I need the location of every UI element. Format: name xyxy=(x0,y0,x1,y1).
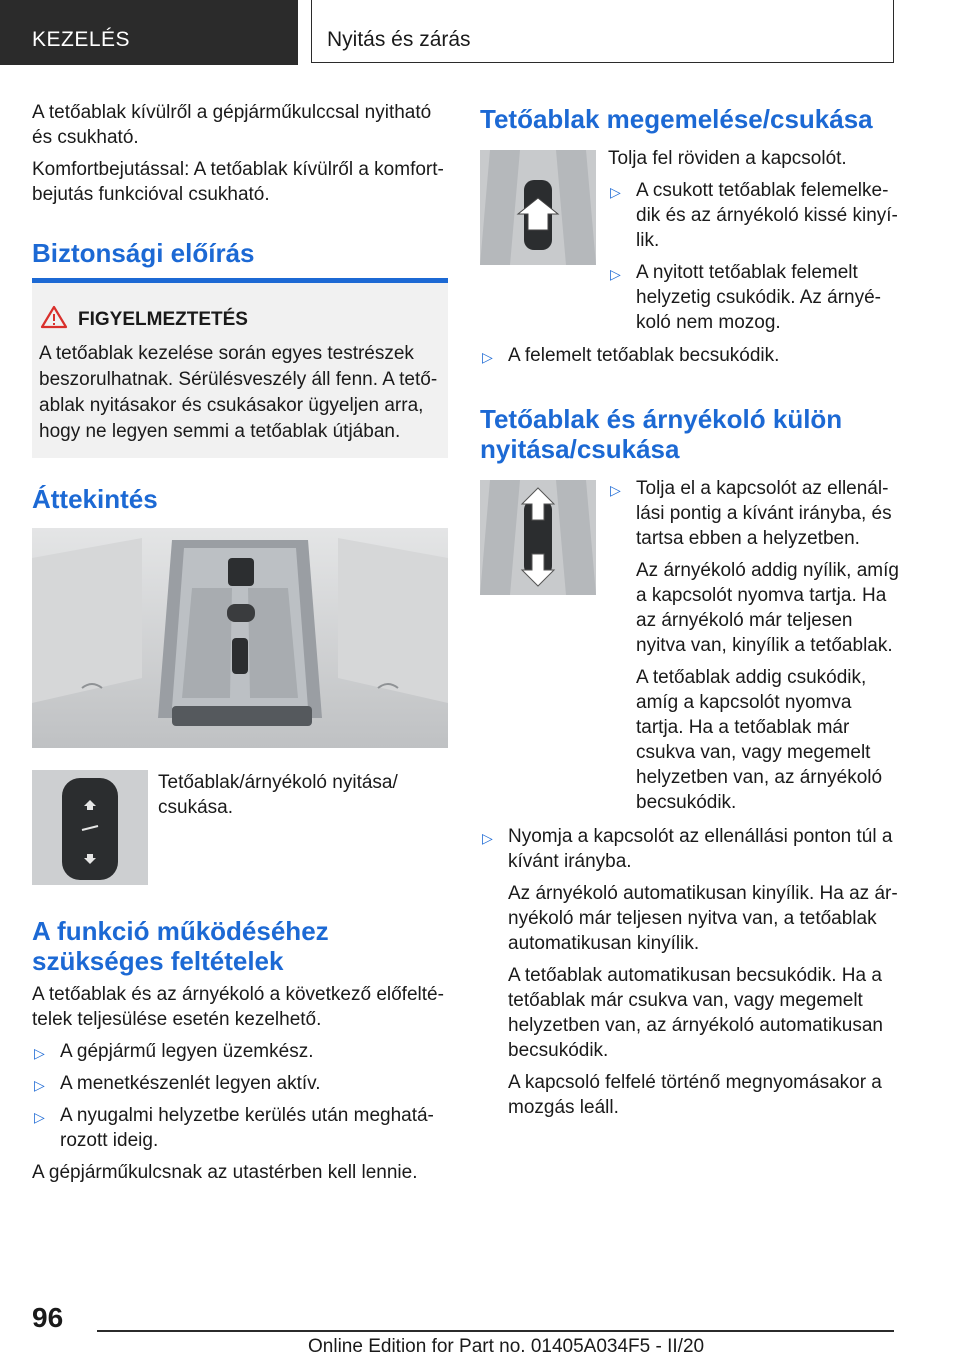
intro-paragraph-2: Komfortbejutással: A tetőablak kívülről a komfort-bejutás funkcióval csukható. xyxy=(32,159,444,205)
separate-bullet-1-para-3: A tetőablak addig csukódik, amíg a kapcsolót nyomva tartja. Ha a tetőablak már csukva van, vagy megemelt helyzetben van, az árnyékoló becsukódik. xyxy=(636,667,883,813)
warning-triangle-icon xyxy=(40,305,68,334)
switch-lift-image xyxy=(480,150,596,265)
header-section-tab xyxy=(0,0,298,65)
warning-box xyxy=(32,278,448,458)
header-chapter-label: Nyitás és zárás xyxy=(327,28,471,51)
separate-heading-line-2: nyitása/csukása xyxy=(480,434,680,464)
switch-closeup-image xyxy=(32,770,148,885)
function-bullet-1: ▷ A gépjármű legyen üzemkész. xyxy=(32,1039,452,1064)
separate-bullet-1-para-2: Az árnyékoló addig nyílik, amíg a kapcsolót nyomva tartja. Ha az árnyékoló már teljesen nyitva van, kinyílik a tetőablak. xyxy=(636,560,899,656)
bullet-triangle-icon: ▷ xyxy=(34,1077,45,1093)
edition-note: Online Edition for Part no. 01405A034F5 - II/20 xyxy=(308,1336,705,1357)
lift-heading: Tetőablak megemelése/csukása xyxy=(480,104,873,134)
bullet-triangle-icon: ▷ xyxy=(482,830,493,846)
function-bullet-3: ▷ A nyugalmi helyzetbe kerülés után meghatá-rozott ideig. xyxy=(34,1105,434,1151)
header-section-label: KEZELÉS xyxy=(32,28,131,51)
switch-updown-image xyxy=(480,480,596,595)
warning-text: A tetőablak kezelése során egyes testrészek beszorulhatnak. Sérülésveszély áll fenn. A tető-ablak nyitásakor és csukásakor ügyeljen arra, hogy ne legyen semmi a tetőablak útjában. xyxy=(39,343,438,442)
separate-bullet-2-para-2: Az árnyékoló automatikusan kinyílik. Ha az ár-nyékoló már teljesen nyitva van, a tetőablak automatikusan kinyílik. xyxy=(508,883,898,954)
bullet-triangle-icon: ▷ xyxy=(34,1109,45,1125)
function-heading-line-2: szükséges feltételek xyxy=(32,946,284,976)
lift-intro: Tolja fel röviden a kapcsolót. xyxy=(608,148,847,169)
bullet-triangle-icon: ▷ xyxy=(610,184,621,200)
lift-bullet-1: ▷ A csukott tetőablak felemelke-dik és az árnyékoló kissé kinyí-lik. xyxy=(610,180,898,251)
overview-heading: Áttekintés xyxy=(32,484,158,514)
switch-caption: Tetőablak/árnyékoló nyitása/ csukása. xyxy=(158,772,398,818)
page-number: 96 xyxy=(32,1302,64,1333)
lift-steps xyxy=(608,146,898,342)
separate-bullet-2: ▷ Nyomja a kapcsolót az ellenállási ponton túl a kívánt irányba. xyxy=(482,826,893,872)
footer-divider xyxy=(97,1330,894,1332)
header-chapter-tab xyxy=(311,0,894,63)
separate-step-2 xyxy=(480,824,900,1127)
separate-heading xyxy=(480,404,842,464)
roof-console-image xyxy=(32,528,448,748)
safety-heading: Biztonsági előírás xyxy=(32,238,255,268)
intro-paragraph-1: A tetőablak kívülről a gépjárműkulccsal nyitható és csukható. xyxy=(32,102,432,148)
bullet-triangle-icon: ▷ xyxy=(482,349,493,365)
lift-bullet-3: ▷ A felemelt tetőablak becsukódik. xyxy=(480,343,928,368)
function-heading-line-1: A funkció működéséhez xyxy=(32,916,329,946)
function-section xyxy=(32,916,452,1192)
separate-bullet-2-para-3: A tetőablak automatikusan becsukódik. Ha a tetőablak már csukva van, vagy megemelt helyzetben van, az árnyékoló automatikusan becsukódik. xyxy=(508,965,883,1061)
function-bullet-2: ▷ A menetkészenlét legyen aktív. xyxy=(32,1071,452,1096)
lift-bullet-2: ▷ A nyitott tetőablak felemelt helyzetig csukódik. Az árnyé-koló nem mozog. xyxy=(610,262,882,333)
warning-title: FIGYELMEZTETÉS xyxy=(78,309,248,330)
bullet-triangle-icon: ▷ xyxy=(610,482,621,498)
function-intro: A tetőablak és az árnyékoló a következő előfelté-telek teljesülése esetén kezelhető. xyxy=(32,984,444,1030)
separate-step-1 xyxy=(608,476,900,822)
separate-bullet-1: ▷ Tolja el a kapcsolót az ellenál-lási pontig a kívánt irányba, és tartsa ebben a helyzetben. xyxy=(610,478,892,549)
bullet-triangle-icon: ▷ xyxy=(34,1045,45,1061)
left-column xyxy=(32,100,450,214)
function-note: A gépjárműkulcsnak az utastérben kell lennie. xyxy=(32,1162,418,1183)
separate-bullet-2-para-4: A kapcsoló felfelé történő megnyomásakor a mozgás leáll. xyxy=(508,1072,882,1118)
bullet-triangle-icon: ▷ xyxy=(610,266,621,282)
separate-heading-line-1: Tetőablak és árnyékoló külön xyxy=(480,404,843,434)
